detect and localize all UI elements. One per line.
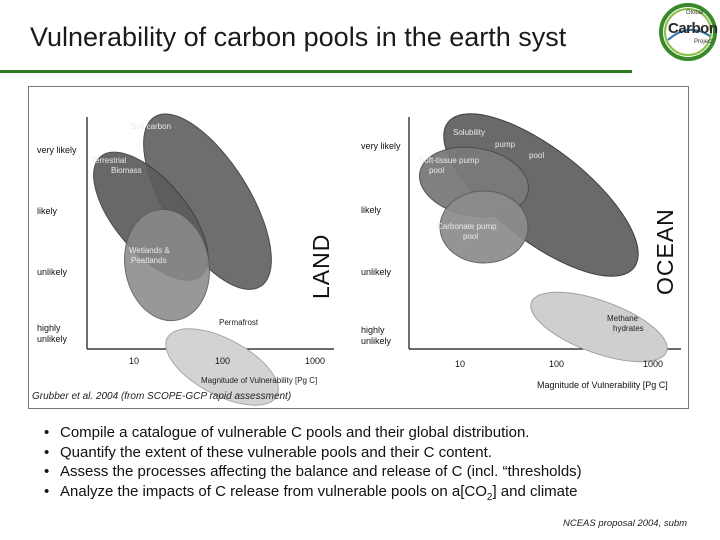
land-side-label: LAND — [308, 233, 334, 299]
ocean-label-methane-line1: Methane — [607, 314, 639, 323]
logo-line-2: Carbon — [668, 20, 718, 37]
land-y-highly-line2: unlikely — [37, 334, 68, 344]
bullet-item — [44, 423, 582, 443]
land-y-highly-unlikely — [37, 323, 68, 344]
land-label-soil-carbon: Soil carbon — [131, 122, 172, 131]
land-x-axis-label: Magnitude of Vulnerability [Pg C] — [201, 376, 318, 385]
land-label-terrestrial-line2: Biomass — [111, 166, 142, 175]
bullet-text: Compile a catalogue of vulnerable C pools and their global distribution. — [60, 424, 530, 441]
land-y-likely: likely — [37, 206, 58, 216]
land-x-tick-1000: 1000 — [305, 356, 326, 366]
ocean-x-tick-1000: 1000 — [643, 359, 664, 369]
ocean-x-axis-label: Magnitude of Vulnerability [Pg C] — [537, 380, 668, 390]
bullet-text-co2: Analyze the impacts of C release from vulnerable pools on $a[CO_2]$ and climate — [60, 482, 578, 503]
bullet-marker: • — [44, 463, 50, 480]
land-y-unlikely: unlikely — [37, 267, 68, 277]
land-label-wetlands-line1: Wetlands & — [129, 246, 170, 255]
logo-line-1: Global — [686, 10, 704, 16]
land-y-very-likely: very likely — [37, 145, 77, 155]
ocean-label-soft-tissue-line2: pool — [429, 166, 445, 175]
ocean-label-carbonate-line1: Carbonate pump — [437, 222, 497, 231]
vulnerability-figure — [28, 86, 689, 409]
land-label-terrestrial-line1: Terrestrial — [91, 156, 127, 165]
land-label-wetlands-line2: Peatlands — [131, 256, 167, 265]
bullet-list — [44, 423, 582, 507]
bullet-marker: • — [44, 443, 50, 461]
figure-citation: Grubber et al. 2004 (from SCOPE-GCP rapid assessment) — [32, 391, 292, 402]
slide-title: Vulnerability of carbon pools in the earth syst — [30, 22, 567, 52]
ocean-label-methane-line2: hydrates — [613, 324, 644, 333]
bullet-item — [44, 462, 582, 482]
land-label-permafrost: Permafrost — [219, 318, 259, 327]
bullet-marker: • — [44, 424, 50, 441]
ocean-label-soft-tissue-line1: Soft-tissue pump — [419, 156, 480, 165]
land-label-wetlands — [129, 246, 172, 265]
ocean-y-highly-line1: highly — [361, 325, 385, 335]
ocean-x-tick-100: 100 — [549, 359, 565, 369]
ocean-label-solubility-line2: pump — [495, 140, 516, 149]
vulnerability-diagram — [29, 87, 688, 408]
bullet-item — [44, 482, 582, 508]
logo-line-3: Project — [694, 39, 713, 45]
ocean-side-label: OCEAN — [652, 208, 678, 295]
bullet-text: Quantify the extent of these vulnerable pools and their C content. — [60, 443, 492, 461]
land-y-highly-line1: highly — [37, 323, 61, 333]
ocean-label-methane — [607, 314, 644, 333]
ocean-y-likely: likely — [361, 205, 382, 215]
land-panel — [37, 95, 334, 408]
ocean-label-solubility-line1: Solubility — [453, 128, 486, 137]
land-x-tick-100: 100 — [215, 356, 231, 366]
ocean-y-highly-unlikely — [361, 325, 392, 346]
bullet-text: Assess the processes affecting the balance and release of C (incl. “thresholds) — [60, 463, 582, 480]
bullet-marker: • — [44, 482, 50, 500]
ocean-x-tick-10: 10 — [455, 359, 466, 369]
ocean-panel — [361, 87, 681, 390]
title-underline — [0, 70, 632, 73]
land-x-tick-10: 10 — [129, 356, 140, 366]
ocean-label-pool: pool — [529, 151, 545, 160]
ocean-y-very-likely: very likely — [361, 141, 401, 151]
bullet-item — [44, 443, 582, 463]
ocean-y-highly-line2: unlikely — [361, 336, 392, 346]
ocean-label-carbonate-line2: pool — [463, 232, 479, 241]
ocean-y-unlikely: unlikely — [361, 267, 392, 277]
footer-note: NCEAS proposal 2004, subm — [563, 518, 688, 529]
